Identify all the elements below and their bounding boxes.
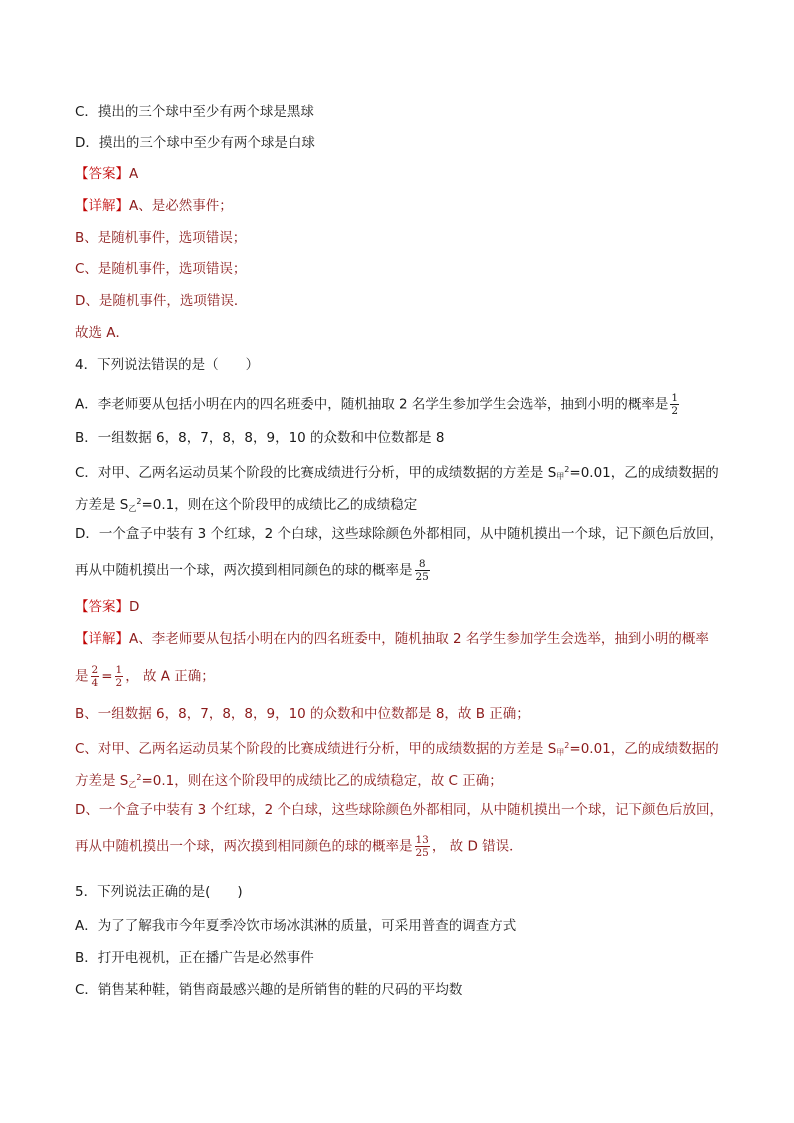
q4-option-b: B．一组数据 6，8，7，8，8，9，10 的众数和中位数都是 8 [75,430,445,446]
q3-option-d: D．摸出的三个球中至少有两个球是白球 [75,135,315,151]
q4-option-d-line2: 再从中随机摸出一个球，两次摸到相同颜色的球的概率是 $\frac{8}{25}$ [75,558,429,583]
q4-detail-a-line2: 是 $\frac{2}{4}$ = $\frac{1}{2}$ ， 故 A 正确； [75,664,215,689]
q3-detail-d: D、是随机事件，选项错误． [75,293,248,309]
q4-detail-c-line1: C、对甲、乙两名运动员某个阶段的比赛成绩进行分析，甲的成绩数据的方差是 $S_甲^2=0.01$，乙的成绩数据的 [75,741,719,757]
answer-value: D [129,599,140,615]
q3-conclusion: 故选 A． [75,325,130,341]
q3-option-c: C．摸出的三个球中至少有两个球是黑球 [75,104,314,120]
answer-value: A [129,166,139,182]
q3-answer [75,164,734,184]
q4-answer [75,597,734,617]
fraction: $\frac{1}{2}$ [115,664,123,689]
q4-detail-b: B、一组数据 6，8，7，8，8，9，10 的众数和中位数都是 8，故 B 正确； [75,706,530,722]
q4-option-c-line2: 方差是 $S_乙^2=0.1$，则在这个阶段甲的成绩比乙的成绩稳定 [75,497,418,513]
detail-tag: 【详解】 [75,198,129,214]
q4-detail-d-line1: D、一个盒子中装有 3 个红球，2 个白球，这些球除颜色外都相同，从中随机摸出一个球，记下颜色后放回， [75,802,723,818]
fraction: $\frac{1}{2}$ [671,392,679,417]
fraction: $\frac{2}{4}$ [91,664,99,689]
q3-detail-a: 【详解】A、是必然事件； [75,198,233,214]
answer-tag: 【答案】 [75,166,129,182]
q5-option-a: A．为了了解我市今年夏季冷饮市场冰淇淋的质量，可采用普查的调查方式 [75,918,517,934]
q3-detail-b: B、是随机事件，选项错误； [75,230,247,246]
q5-option-b: B．打开电视机，正在播广告是必然事件 [75,950,314,966]
fraction: $\frac{8}{25}$ [415,558,429,583]
fraction: $\frac{13}{25}$ [415,834,429,859]
q5-stem: 5．下列说法正确的是( ) [75,884,243,900]
detail-tag: 【详解】 [75,631,129,647]
answer-tag: 【答案】 [75,599,129,615]
q3-detail-c: C、是随机事件，选项错误； [75,261,247,277]
q4-detail-c-line2: 方差是 $S_乙^2=0.1$，则在这个阶段甲的成绩比乙的成绩稳定，故 C 正确； [75,773,503,789]
q4-detail-d-line2: 再从中随机摸出一个球，两次摸到相同颜色的球的概率是 $\frac{13}{25}$ ， 故 D 错误． [75,834,523,859]
q4-stem: 4．下列说法错误的是（ ） [75,357,260,373]
q5-option-c: C．销售某种鞋，销售商最感兴趣的是所销售的鞋的尺码的平均数 [75,982,463,998]
q4-detail-a-line1: 【详解】A、李老师要从包括小明在内的四名班委中，随机抽取 2 名学生参加学生会选举，抽到小明的概率 [75,631,709,647]
q4-option-c-line1: C．对甲、乙两名运动员某个阶段的比赛成绩进行分析，甲的成绩数据的方差是 $S_甲^2=0.01$，乙的成绩数据的 [75,465,719,481]
q4-option-d-line1: D．一个盒子中装有 3 个红球，2 个白球，这些球除颜色外都相同，从中随机摸出一个球，记下颜色后放回， [75,526,723,542]
q4-option-a: A．李老师要从包括小明在内的四名班委中，随机抽取 2 名学生参加学生会选举，抽到小明的概率是 $\frac{1}{2}$ [75,392,679,417]
